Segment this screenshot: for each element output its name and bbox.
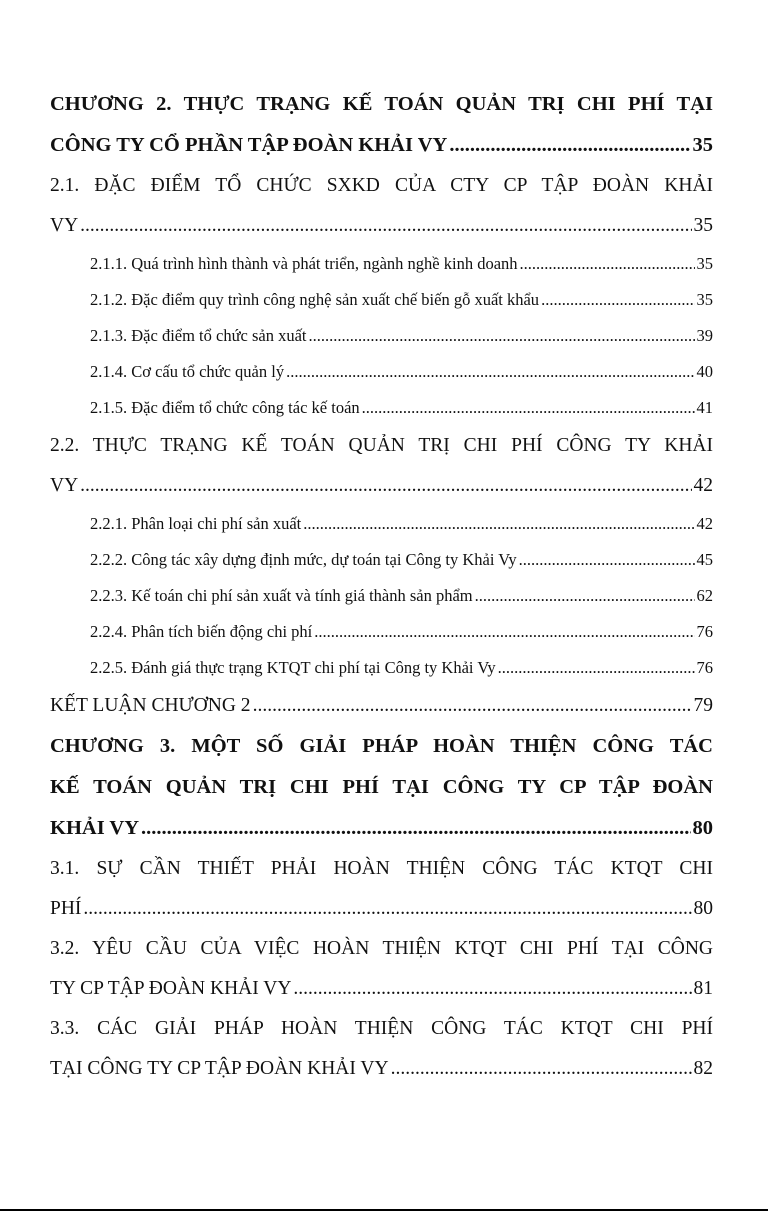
toc-entry[interactable] — [50, 318, 713, 354]
toc-line — [50, 767, 713, 808]
toc-line — [50, 426, 713, 466]
dot-leader — [498, 650, 695, 686]
toc-line — [50, 166, 713, 206]
toc-entry-title: TẠI CÔNG TY CP TẬP ĐOÀN KHẢI VY — [50, 1058, 389, 1079]
toc-entry[interactable] — [50, 650, 713, 686]
toc-entry-title: 2.1.1. Quá trình hình thành và phát triển, ngành nghề kinh doanh — [90, 254, 518, 273]
toc-line — [50, 808, 713, 849]
toc-line — [50, 929, 713, 969]
toc-entry[interactable] — [50, 166, 713, 246]
toc-entry-title: 2.2.4. Phân tích biến động chi phí — [90, 622, 313, 641]
toc-entry-title: KHẢI VY — [50, 817, 140, 839]
page-number: 42 — [696, 514, 713, 533]
toc-entry[interactable] — [50, 246, 713, 282]
toc-entry-title: 2.2.2. Công tác xây dựng định mức, dự toán tại Công ty Khải Vy — [90, 550, 517, 569]
toc-line — [50, 246, 713, 282]
toc-entry-title: 2.1. ĐẶC ĐIỂM TỔ CHỨC SXKD CỦA CTY CP TẬP ĐOÀN KHẢI — [50, 175, 713, 196]
toc-line — [50, 84, 713, 125]
toc-entry[interactable] — [50, 1009, 713, 1089]
toc-entry[interactable] — [50, 686, 713, 726]
toc-entry[interactable] — [50, 426, 713, 506]
dot-leader — [80, 466, 691, 506]
toc-line — [50, 650, 713, 686]
toc-entry-title: KẾT LUẬN CHƯƠNG 2 — [50, 695, 251, 716]
toc-entry-title: 3.2. YÊU CẦU CỦA VIỆC HOÀN THIỆN KTQT CHI PHÍ TẠI CÔNG — [50, 938, 713, 959]
dot-leader — [449, 125, 690, 166]
dot-leader — [83, 889, 691, 929]
toc-line — [50, 578, 713, 614]
toc-line — [50, 726, 713, 767]
dot-leader — [391, 1049, 692, 1089]
toc-entry-title: PHÍ — [50, 898, 82, 919]
toc-line — [50, 354, 713, 390]
toc-line — [50, 390, 713, 426]
toc-entry-title: 3.3. CÁC GIẢI PHÁP HOÀN THIỆN CÔNG TÁC KTQT CHI PHÍ — [50, 1018, 713, 1039]
table-of-contents — [50, 84, 713, 1089]
toc-entry[interactable] — [50, 84, 713, 166]
toc-entry-title: 2.2.3. Kế toán chi phí sản xuất và tính giá thành sản phẩm — [90, 586, 473, 605]
toc-line — [50, 206, 713, 246]
dot-leader — [520, 246, 695, 282]
page-number: 35 — [692, 134, 713, 156]
toc-entry-title: 2.1.4. Cơ cấu tổ chức quản lý — [90, 362, 285, 381]
page-number: 76 — [696, 658, 713, 677]
toc-entry-title: VY — [50, 215, 79, 236]
page-number: 76 — [696, 622, 713, 641]
toc-line — [50, 318, 713, 354]
toc-entry[interactable] — [50, 929, 713, 1009]
toc-line — [50, 686, 713, 726]
page-number: 45 — [696, 550, 713, 569]
toc-line — [50, 849, 713, 889]
toc-line — [50, 125, 713, 166]
toc-entry-title: 2.2.1. Phân loại chi phí sản xuất — [90, 514, 302, 533]
page-number: 39 — [696, 326, 713, 345]
dot-leader — [141, 808, 690, 849]
toc-entry-title: KẾ TOÁN QUẢN TRỊ CHI PHÍ TẠI CÔNG TY CP TẬP ĐOÀN — [50, 776, 713, 798]
toc-entry-title: CHƯƠNG 2. THỰC TRẠNG KẾ TOÁN QUẢN TRỊ CHI PHÍ TẠI — [50, 93, 713, 115]
toc-entry[interactable] — [50, 282, 713, 318]
toc-entry[interactable] — [50, 506, 713, 542]
page-number: 40 — [696, 362, 713, 381]
toc-entry[interactable] — [50, 578, 713, 614]
toc-entry-title: 3.1. SỰ CẦN THIẾT PHẢI HOÀN THIỆN CÔNG TÁC KTQT CHI — [50, 858, 713, 879]
toc-entry-title: 2.1.5. Đặc điểm tổ chức công tác kế toán — [90, 398, 360, 417]
toc-entry-title: 2.2. THỰC TRẠNG KẾ TOÁN QUẢN TRỊ CHI PHÍ CÔNG TY KHẢI — [50, 435, 713, 456]
toc-line — [50, 614, 713, 650]
toc-entry[interactable] — [50, 726, 713, 849]
dot-leader — [519, 542, 695, 578]
toc-entry-title: 2.1.2. Đặc điểm quy trình công nghệ sản xuất chế biến gỗ xuất khẩu — [90, 290, 540, 309]
page-number: 41 — [696, 398, 713, 417]
toc-line — [50, 1049, 713, 1089]
toc-line — [50, 969, 713, 1009]
page-number: 82 — [693, 1058, 713, 1079]
page-number: 62 — [696, 586, 713, 605]
dot-leader — [253, 686, 692, 726]
toc-line — [50, 282, 713, 318]
dot-leader — [314, 614, 694, 650]
dot-leader — [293, 969, 691, 1009]
toc-line — [50, 1009, 713, 1049]
toc-entry[interactable] — [50, 542, 713, 578]
toc-entry[interactable] — [50, 354, 713, 390]
toc-entry[interactable] — [50, 849, 713, 929]
page-number: 35 — [693, 215, 713, 236]
page-number: 35 — [696, 290, 713, 309]
toc-line — [50, 889, 713, 929]
toc-entry-title: TY CP TẬP ĐOÀN KHẢI VY — [50, 978, 292, 999]
page-number: 81 — [693, 978, 713, 999]
page-number: 42 — [693, 475, 713, 496]
page-number: 80 — [693, 898, 713, 919]
dot-leader — [80, 206, 691, 246]
dot-leader — [303, 506, 694, 542]
toc-line — [50, 466, 713, 506]
toc-entry-title: 2.2.5. Đánh giá thực trạng KTQT chi phí tại Công ty Khải Vy — [90, 658, 496, 677]
toc-entry[interactable] — [50, 390, 713, 426]
toc-entry-title: VY — [50, 475, 79, 496]
dot-leader — [475, 578, 695, 614]
dot-leader — [309, 318, 695, 354]
dot-leader — [286, 354, 694, 390]
page-number: 79 — [693, 695, 713, 716]
toc-line — [50, 506, 713, 542]
page-number: 80 — [692, 817, 713, 839]
toc-entry[interactable] — [50, 614, 713, 650]
toc-entry-title: 2.1.3. Đặc điểm tổ chức sản xuất — [90, 326, 307, 345]
toc-entry-title: CHƯƠNG 3. MỘT SỐ GIẢI PHÁP HOÀN THIỆN CÔNG TÁC — [50, 735, 713, 757]
toc-line — [50, 542, 713, 578]
page-number: 35 — [696, 254, 713, 273]
dot-leader — [362, 390, 695, 426]
dot-leader — [541, 282, 694, 318]
toc-entry-title: CÔNG TY CỔ PHẦN TẬP ĐOÀN KHẢI VY — [50, 134, 448, 156]
